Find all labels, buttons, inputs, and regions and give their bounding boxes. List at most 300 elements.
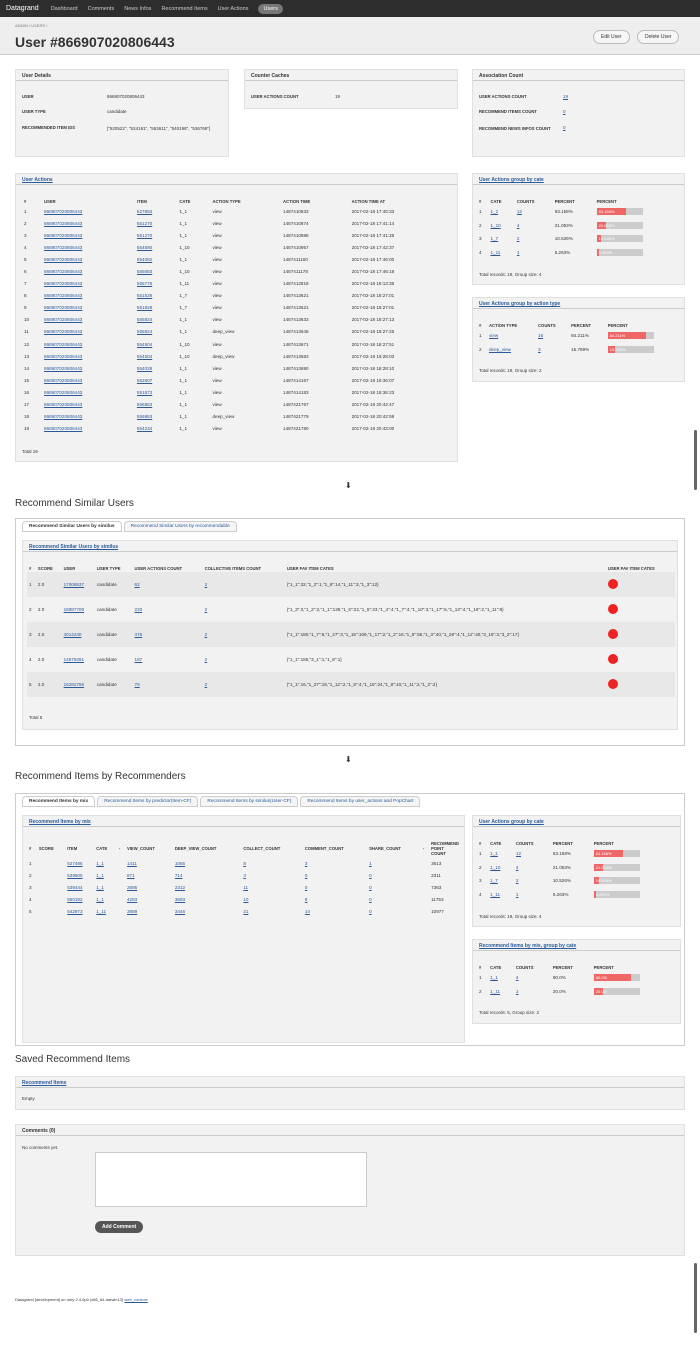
item-link[interactable]: 551528 xyxy=(136,305,153,311)
table-cell: 2017-02-18 18:36:07 xyxy=(351,377,395,383)
item-stat-link[interactable]: 1065 xyxy=(174,860,186,866)
tab-items-by-mix[interactable]: Recommend Items by mix xyxy=(22,796,95,807)
item-stat-link[interactable]: 1_1 xyxy=(96,896,104,902)
assoc-label: RECOMMEND ITEMS COUNT xyxy=(479,109,537,114)
total-count: Total 5 xyxy=(29,715,43,720)
item-stat-link[interactable]: 527486 xyxy=(67,860,83,866)
group-footer: Total records: 19, Group size: 2 xyxy=(479,368,542,373)
table-cell: 1 xyxy=(29,860,32,866)
table-cell: 2.0 xyxy=(37,607,45,612)
tab-similar-by-similus[interactable]: Recommend Similar Users by similus xyxy=(22,521,122,532)
item-link[interactable]: 555083 xyxy=(136,269,153,275)
similar-link[interactable]: 220 xyxy=(134,607,143,612)
panel-header xyxy=(473,816,680,827)
no-comments-text: No comments yet. xyxy=(22,1145,59,1150)
item-stat-link[interactable]: 1_1 xyxy=(96,872,104,878)
table-cell: 2017-02-18 18:27:13 xyxy=(351,317,395,323)
table-cell: 4 xyxy=(29,657,32,662)
table-cell xyxy=(42,205,135,217)
table-cell xyxy=(133,622,203,647)
table-cell xyxy=(65,881,94,893)
item-stat-link[interactable]: 2312 xyxy=(174,884,186,890)
user-link[interactable]: 866907020806443 xyxy=(44,426,83,432)
similar-link[interactable]: 79 xyxy=(134,682,140,687)
item-stat-link[interactable]: 1_1 xyxy=(96,860,104,866)
table-cell: 7363 xyxy=(431,884,442,890)
table-row xyxy=(477,329,682,343)
by-cate-title-link[interactable]: User Actions group by cate xyxy=(479,177,544,183)
table-cell xyxy=(514,985,551,999)
table-cell: 2.0 xyxy=(37,657,45,662)
assoc-value-link[interactable]: 0 xyxy=(563,125,566,130)
table-cell xyxy=(42,411,135,423)
table-cell xyxy=(595,232,682,246)
percent-text: 10.526% xyxy=(552,878,571,884)
table-cell: 2017-02-18 18:27:25 xyxy=(351,329,395,335)
count-link[interactable]: 4 xyxy=(515,864,519,870)
tab-items-by-user-actions[interactable]: Recommend Items by user_actions and PopChart xyxy=(300,796,420,807)
table-header-row xyxy=(477,964,677,971)
item-stat-link[interactable]: 539444 xyxy=(67,884,83,890)
item-stat-link[interactable]: 871 xyxy=(126,872,135,878)
item-stat-link[interactable]: 3446 xyxy=(174,908,186,914)
user-actions-table xyxy=(22,198,452,435)
percent-bar-label: 10.526% xyxy=(598,236,615,242)
item-stat-link[interactable]: 0 xyxy=(369,884,372,890)
user-link[interactable]: 866907020806443 xyxy=(44,365,83,371)
table-cell xyxy=(117,869,125,881)
item-stat-link[interactable]: 714 xyxy=(174,872,183,878)
table-cell xyxy=(606,572,675,597)
similar-link[interactable]: 14679491 xyxy=(63,657,85,662)
column-header: # xyxy=(479,323,482,328)
user-link[interactable]: 866907020806443 xyxy=(44,244,83,250)
tab-items-by-predictor[interactable]: Recommend Items by predictor(Item-CF) xyxy=(97,796,198,807)
column-header: CATE xyxy=(490,199,502,204)
similar-link[interactable]: 62 xyxy=(134,582,140,587)
cate-link[interactable]: 1_11 xyxy=(490,249,501,255)
item-link[interactable]: 555824 xyxy=(136,329,153,335)
table-cell xyxy=(488,874,514,888)
arrow-down-icon: ⬇ xyxy=(345,481,352,490)
assoc-value-link[interactable]: 0 xyxy=(563,109,566,114)
user-link[interactable]: 866907020806443 xyxy=(44,281,83,287)
comment-textarea[interactable] xyxy=(95,1152,367,1207)
table-row xyxy=(22,386,452,398)
percent-bar-label: 21.053% xyxy=(598,222,615,228)
table-row xyxy=(477,232,682,246)
cate-link[interactable]: 1_7 xyxy=(490,236,499,242)
count-link[interactable]: 1 xyxy=(515,988,519,994)
item-link[interactable]: 554504 xyxy=(136,353,153,359)
similar-link[interactable]: 16282766 xyxy=(63,682,85,687)
delete-user-button[interactable]: Delete User xyxy=(637,30,679,44)
count-link[interactable]: 1 xyxy=(515,891,519,897)
item-link[interactable]: 555778 xyxy=(136,281,153,287)
table-cell: deep_view xyxy=(212,329,235,335)
table-row xyxy=(22,411,452,423)
user-link[interactable]: 866907020806443 xyxy=(44,256,83,262)
item-link[interactable]: 554028 xyxy=(136,365,153,371)
table-cell: 2.0 xyxy=(37,582,45,587)
panel-title: Association Count xyxy=(473,70,684,81)
table-cell xyxy=(42,338,135,350)
table-cell xyxy=(125,869,173,881)
table-cell: 15 xyxy=(24,377,30,383)
user-link[interactable]: 866907020806443 xyxy=(44,389,83,395)
item-stat-link[interactable]: 8 xyxy=(243,860,246,866)
tab-items-by-similus[interactable]: Recommend Items by similus(User-CF) xyxy=(200,796,298,807)
percent-bar xyxy=(594,850,640,857)
table-cell: 2017-02-18 17:46:00 xyxy=(351,256,395,262)
table-cell xyxy=(65,857,94,869)
item-link[interactable]: 551873 xyxy=(136,389,153,395)
row-index: 2 xyxy=(479,864,482,870)
count-link[interactable]: 16 xyxy=(538,333,544,339)
table-cell xyxy=(488,985,514,999)
brand-logo[interactable]: Datagrand xyxy=(6,5,39,12)
item-stat-link[interactable]: 21 xyxy=(243,908,249,914)
table-row xyxy=(22,290,452,302)
table-cell xyxy=(592,847,677,861)
user-link[interactable]: 866907020806443 xyxy=(44,220,83,226)
row-index: 1 xyxy=(479,333,482,339)
count-link[interactable]: 4 xyxy=(515,975,519,981)
item-stat-link[interactable]: 1411 xyxy=(126,860,137,866)
edit-user-button[interactable]: Edit User xyxy=(593,30,630,44)
table-cell: 4 xyxy=(29,896,32,902)
table-cell xyxy=(606,329,682,343)
percent-text: 10.526% xyxy=(554,236,573,242)
item-stat-link[interactable]: 8 xyxy=(304,896,308,902)
cate-link[interactable]: 1_11 xyxy=(490,891,501,897)
table-cell: {"1_1":185,"3_1":1,"1_6":1} xyxy=(286,657,342,662)
percent-bar-label: 80.0% xyxy=(595,975,608,981)
table-cell xyxy=(303,857,367,869)
table-cell xyxy=(135,423,177,435)
nav-user-actions[interactable]: User Actions xyxy=(217,5,249,12)
page-title: User #866907020806443 xyxy=(15,34,175,50)
pie-chart-icon xyxy=(608,579,618,589)
item-stat-link[interactable]: 3 xyxy=(304,860,308,866)
count-link[interactable]: 3 xyxy=(538,346,541,352)
web-console-link[interactable]: web_console xyxy=(124,1297,148,1302)
cate-link[interactable]: 1_7 xyxy=(490,878,498,884)
item-stat-link[interactable]: 11 xyxy=(243,884,249,890)
user-link[interactable]: 866907020806443 xyxy=(44,353,83,359)
panel-header xyxy=(16,1077,684,1088)
percent-bar xyxy=(594,891,640,898)
table-cell xyxy=(135,290,177,302)
item-link[interactable]: 554234 xyxy=(136,426,153,432)
cate-link[interactable]: 1_10 xyxy=(490,864,501,870)
column-header: COLLECTIVE ITEMS COUNT xyxy=(204,566,262,571)
table-cell xyxy=(135,411,177,423)
count-link[interactable]: 12 xyxy=(516,209,522,215)
total-count: Total 19 xyxy=(22,449,38,454)
item-stat-link[interactable]: 0 xyxy=(304,884,308,890)
column-header: CATE xyxy=(179,199,191,204)
detail-label: USER xyxy=(22,94,34,99)
nav-recommend-items[interactable]: Recommend Items xyxy=(161,5,208,12)
table-cell: 1487421779 xyxy=(283,414,309,420)
row-index: 4 xyxy=(479,891,482,897)
group-footer: Total records: 19, Group size: 4 xyxy=(479,914,542,919)
count-link[interactable]: 2 xyxy=(516,236,520,242)
similar-link[interactable]: 16887709 xyxy=(63,607,85,612)
similar-link[interactable]: 2 xyxy=(204,632,208,637)
item-link[interactable]: 556863 xyxy=(136,402,153,408)
cate-link[interactable]: 1_1 xyxy=(490,209,499,215)
count-link[interactable]: 12 xyxy=(515,851,522,857)
table-row xyxy=(477,205,682,219)
item-link[interactable]: 554504 xyxy=(136,341,153,347)
table-cell xyxy=(94,905,117,917)
item-link[interactable]: 556863 xyxy=(136,414,153,420)
percent-bar-label: 15.789% xyxy=(609,346,626,352)
table-header-row xyxy=(477,840,677,847)
table-cell xyxy=(42,399,135,411)
scrollbar-thumb[interactable] xyxy=(694,430,697,490)
column-header: CATE xyxy=(490,965,502,970)
table-cell: 1487410874 xyxy=(283,220,309,226)
similar-users-tabs xyxy=(22,521,239,532)
user-link[interactable]: 866907020806443 xyxy=(44,305,83,311)
percent-text: 21.053% xyxy=(552,864,571,870)
user-link[interactable]: 866907020806443 xyxy=(44,293,83,299)
table-row xyxy=(22,205,452,217)
similar-link[interactable]: 475 xyxy=(134,632,143,637)
table-cell xyxy=(367,857,421,869)
item-stat-link[interactable]: 1_1 xyxy=(96,884,104,890)
item-link[interactable]: 555824 xyxy=(136,317,153,323)
table-cell: 17 xyxy=(24,402,30,408)
table-cell xyxy=(514,971,551,985)
table-cell: 12 xyxy=(24,341,30,347)
user-actions-title-link[interactable]: User Actions xyxy=(22,177,53,183)
table-cell: 2.0 xyxy=(37,682,45,687)
column-header: ITEM xyxy=(67,846,78,851)
table-cell xyxy=(37,857,65,869)
item-link[interactable]: 551270 xyxy=(136,232,153,238)
detail-value: 866907020806443 xyxy=(107,94,145,99)
table-cell: 2 xyxy=(29,607,32,612)
by-cate-title-link[interactable]: User Actions group by cate xyxy=(479,819,544,825)
count-link[interactable]: 1 xyxy=(516,249,520,255)
table-cell: 10 xyxy=(24,317,30,323)
table-cell: 2017-02-18 18:27:51 xyxy=(351,341,395,347)
table-cell xyxy=(133,672,203,697)
table-cell: view xyxy=(212,293,222,299)
nav-dashboard[interactable]: Dashboard xyxy=(50,5,78,12)
table-cell: view xyxy=(212,281,222,287)
table-cell xyxy=(135,399,177,411)
table-cell: 2017-02-18 17:46:18 xyxy=(351,269,395,275)
item-link[interactable]: 551528 xyxy=(136,293,153,299)
saved-items-title-link[interactable]: Recommend Items xyxy=(22,1080,67,1086)
table-cell xyxy=(303,905,367,917)
item-link[interactable]: 552607 xyxy=(136,377,153,383)
user-link[interactable]: 866907020806443 xyxy=(44,341,83,347)
nav-comments[interactable]: Comments xyxy=(87,5,115,12)
detail-label: RECOMMENDED ITEM IDS xyxy=(22,125,76,130)
items-mix-title-link[interactable]: Recommend Items by mix xyxy=(29,819,91,825)
recommend-items-heading: Recommend Items by Recommenders xyxy=(15,771,186,782)
percent-bar-label: 5.263% xyxy=(598,249,613,255)
similar-title-link[interactable]: Recommend Similar Users by similus xyxy=(29,544,119,550)
item-stat-link[interactable]: 10 xyxy=(243,896,249,902)
count-link[interactable]: 2 xyxy=(515,878,519,884)
table-row xyxy=(27,881,461,893)
table-cell xyxy=(117,893,125,905)
table-cell xyxy=(606,672,675,697)
table-cell xyxy=(488,219,514,233)
item-link[interactable]: 554580 xyxy=(136,244,153,250)
table-cell: {"1_1":32,"1_2":1,"1_6":14,"1_11":3,"1_3":12} xyxy=(286,582,379,587)
item-stat-link[interactable]: 2695 xyxy=(126,884,138,890)
table-cell: 11753 xyxy=(431,896,444,902)
item-stat-link[interactable]: 0 xyxy=(369,908,372,914)
item-link[interactable]: 527653 xyxy=(136,208,153,214)
table-row xyxy=(27,905,461,917)
item-stat-link[interactable]: 4283 xyxy=(126,896,138,902)
group-footer: Total records: 19, Group size: 4 xyxy=(479,272,542,277)
table-cell xyxy=(367,893,421,905)
percent-bar-label: 20.0% xyxy=(595,988,608,994)
nav-users[interactable]: Users xyxy=(258,4,282,14)
count-link[interactable]: 4 xyxy=(516,222,520,228)
item-link[interactable]: 554082 xyxy=(136,256,153,262)
percent-bar xyxy=(608,346,654,353)
item-stat-link[interactable]: 1_11 xyxy=(96,908,107,914)
association-count-panel xyxy=(472,69,685,157)
percent-text: 21.053% xyxy=(554,222,573,228)
assoc-value-link[interactable]: 19 xyxy=(563,94,569,99)
comments-panel xyxy=(15,1124,685,1256)
user-link[interactable]: 866907020806443 xyxy=(44,232,83,238)
user-link[interactable]: 866907020806443 xyxy=(44,377,83,383)
percent-text: 20.0% xyxy=(552,988,566,994)
table-cell: 1487413690 xyxy=(283,365,309,371)
table-cell: 13 xyxy=(24,353,30,359)
item-stat-link[interactable]: 0 xyxy=(304,872,308,878)
item-stat-link[interactable]: 0 xyxy=(369,872,372,878)
item-stat-link[interactable]: 3 xyxy=(243,872,246,878)
table-row xyxy=(477,888,677,902)
breadcrumb[interactable]: ADMIN / USERS / xyxy=(15,23,48,28)
tab-similar-by-recommendable[interactable]: Recommend Similar Users by recommendable xyxy=(124,521,237,532)
cate-link[interactable]: 1_10 xyxy=(490,222,501,228)
cate-link[interactable]: 1_1 xyxy=(490,851,498,857)
by-cate-table xyxy=(477,840,677,901)
nav-news-infos[interactable]: News Infos xyxy=(124,5,152,12)
table-row xyxy=(22,399,452,411)
table-cell xyxy=(42,241,135,253)
item-stat-link[interactable]: 3683 xyxy=(174,896,186,902)
user-link[interactable]: 866907020806443 xyxy=(44,208,83,214)
item-link[interactable]: 551270 xyxy=(136,220,153,226)
similar-link[interactable]: 2 xyxy=(204,682,208,687)
column-header: PERCENT xyxy=(554,199,575,204)
by-type-title-link[interactable]: User Actions group by action type xyxy=(479,301,561,307)
similar-link[interactable]: 2 xyxy=(204,582,208,587)
table-cell xyxy=(135,205,177,217)
table-row xyxy=(27,622,675,647)
column-header: ACTION TIME xyxy=(283,199,311,204)
table-cell: 2017-02-18 18:27:01 xyxy=(351,293,395,299)
cate-link[interactable]: 1_1 xyxy=(490,975,498,981)
panel-header xyxy=(23,816,464,827)
table-cell xyxy=(488,205,514,219)
user-link[interactable]: 866907020806443 xyxy=(44,414,83,420)
table-cell: view xyxy=(212,365,222,371)
detail-value: ["520522", "534181", "553611", "540198", "536769"] xyxy=(107,126,211,131)
table-cell: candidate xyxy=(96,607,117,612)
percent-bar xyxy=(597,208,643,215)
percent-bar xyxy=(597,235,643,242)
user-link[interactable]: 866907020806443 xyxy=(44,402,83,408)
table-cell xyxy=(514,874,551,888)
column-header: USER FAV ITEM CATES xyxy=(286,566,334,571)
item-stat-link[interactable]: 0 xyxy=(369,896,372,902)
user-link[interactable]: 866907020806443 xyxy=(44,329,83,335)
table-cell: 2.0 xyxy=(37,632,45,637)
similar-users-heading: Recommend Similar Users xyxy=(15,498,134,509)
pie-chart-icon xyxy=(608,604,618,614)
column-header: COMMENT_COUNT xyxy=(304,846,344,851)
column-header: CATE xyxy=(96,846,108,851)
table-cell xyxy=(421,905,429,917)
table-cell: 4 xyxy=(24,244,27,250)
user-link[interactable]: 866907020806443 xyxy=(44,269,83,275)
similar-link[interactable]: 17008537 xyxy=(63,582,85,587)
table-cell: 1487410957 xyxy=(283,244,309,250)
table-cell xyxy=(133,647,203,672)
column-header: COUNTS xyxy=(538,323,556,328)
table-cell: view xyxy=(212,402,222,408)
cate-link[interactable]: 1_11 xyxy=(490,988,501,994)
similar-link[interactable]: 2 xyxy=(204,607,208,612)
table-cell: 3 xyxy=(29,632,32,637)
similar-link[interactable]: 4014240 xyxy=(63,632,82,637)
scrollbar-thumb[interactable] xyxy=(694,1263,697,1333)
similar-link[interactable]: 2 xyxy=(204,657,208,662)
table-row xyxy=(22,314,452,326)
table-header-row xyxy=(477,198,682,205)
table-cell xyxy=(62,597,95,622)
table-cell xyxy=(135,338,177,350)
item-stat-link[interactable]: 539505 xyxy=(67,872,83,878)
item-stat-link[interactable]: 14 xyxy=(304,908,310,914)
similar-link[interactable]: 187 xyxy=(134,657,143,662)
table-cell xyxy=(514,847,551,861)
item-stat-link[interactable]: 550192 xyxy=(67,896,83,902)
table-cell: 5 xyxy=(24,256,27,262)
table-cell: 1_10 xyxy=(179,341,190,347)
mix-cate-title-link[interactable]: Recommend Items by mix, group by cate xyxy=(479,943,577,949)
table-cell xyxy=(595,205,682,219)
user-link[interactable]: 866907020806443 xyxy=(44,317,83,323)
table-cell xyxy=(488,847,514,861)
table-cell xyxy=(488,971,514,985)
column-header: ACTION TYPE xyxy=(489,323,518,328)
item-stat-link[interactable]: 1 xyxy=(369,860,372,866)
item-stat-link[interactable]: 3889 xyxy=(126,908,138,914)
add-comment-button[interactable]: Add Comment xyxy=(95,1221,143,1233)
row-index: 3 xyxy=(479,236,482,242)
item-stat-link[interactable]: 542973 xyxy=(67,908,83,914)
table-cell xyxy=(94,869,117,881)
